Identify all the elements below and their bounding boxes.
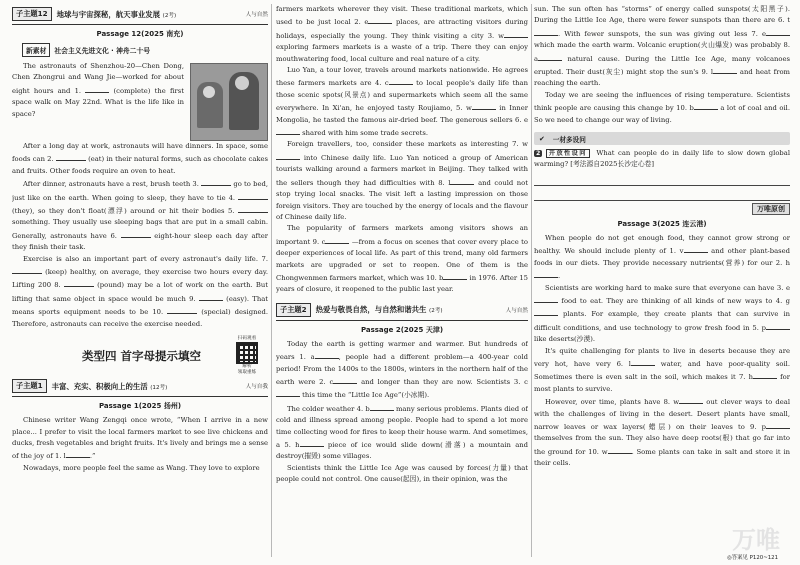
material-text: 社会主义先进文化 · 神舟二十号 (54, 47, 151, 55)
column-right (534, 0, 790, 565)
watermark: 万唯 (732, 526, 780, 554)
answer-blank[interactable] (713, 65, 737, 74)
answer-blank[interactable] (12, 265, 42, 274)
material-tag: 新素材 (22, 43, 50, 57)
answer-blank[interactable] (631, 357, 655, 366)
topic-header-12 (12, 4, 268, 25)
passage-title: Passage 12(2025 南充) (96, 30, 184, 38)
answer-line[interactable] (534, 186, 790, 201)
answer-blank[interactable] (389, 76, 413, 85)
answer-blank[interactable] (679, 395, 703, 404)
answer-blank[interactable] (167, 305, 197, 314)
answer-blank[interactable] (85, 84, 109, 93)
answer-blank[interactable] (694, 101, 718, 110)
paragraph: After dinner, astronauts have a rest, brush teeth 3. go to bed, just like on the earth. When going to sleep, they have to tie 4. (they), so they don't float(漂浮) around or hit their bodies 5. something. They usually use sleeping bags that are put in a small cabin. Generally, astronauts have 6. eight-hour sleep each day after they finish their task. (12, 177, 268, 253)
answer-blank[interactable] (64, 278, 94, 287)
answer-blank[interactable] (276, 151, 300, 160)
answer-blank[interactable] (450, 176, 474, 185)
paragraph: The popularity of farmers markets among visitors shows an important 9. c —from a focus on scenes that cover every place to deeper experiences of local life. As part of this trend, many old farmers markets are upgraded or set to reopen. One of them is the Chongwenmen farmers market, which was 10. b in 1976. After 15 years of closure, it reopened to the public last year. (276, 224, 528, 294)
paragraph: The colder weather 4. b many serious problems. Plants died of cold and illness spread among people. People had to spend a lot more time collecting wood for fires to keep their house warm. And sometimes, a 5. h piece of ice would slide down(滑落) a mountain and destroy(摧毁) some villages. (276, 402, 528, 463)
answer-blank[interactable] (534, 27, 558, 36)
qr-code-block[interactable]: 扫码观看 解析 领取重练 (237, 336, 257, 376)
answer-blank[interactable] (608, 445, 632, 454)
paragraph: Foreign travellers, too, consider these markets as interesting 7. w into Chinese daily life. Luo Yan noticed a group of American tourists walking around a farmers market in Beijing. They talked with the sellers though they had difficulties with 8. l and could not stop trying local snacks. The visit left a lasting impression on those foreign visitors. They are touched by the energy of locals and the flavour of Chinese daily life. (276, 140, 528, 221)
topic-header-2 (276, 300, 528, 321)
answer-blank[interactable] (472, 101, 496, 110)
passage-title: Passage 3(2025 连云港) (617, 219, 707, 228)
topic-tag: 子主题1 (12, 379, 47, 393)
astronaut-photo (190, 63, 268, 141)
question-type-tag: 开放性设问 (546, 149, 590, 158)
passage-title: Passage 2(2025 天津) (360, 325, 444, 334)
answer-reference: ◎答案见 P120~121 (727, 555, 778, 561)
paragraph: Luo Yan, a tour lover, travels around markets nationwide. He agrees these farmers markets are 4. c to local people's daily life than those scenic spots(风景点) and supermarkets which seem all the same everywhere. In Xi'an, he enjoyed tasty Roujiamo, 5. w in Inner Mongolia, he tasted the famous air-dried beef. The generous sellers 6. e shared with him some trade secrets. (276, 66, 528, 138)
paragraph: Chinese writer Wang Zengqi once wrote, “When I arrive in a new place... I prefer to visit the local farmers market to see live chickens and ducks, fresh vegetables and bright fruits. It's lively and brings me a sense of the joy of 1. l .” (12, 416, 268, 461)
topic-category: 人与自然 (245, 12, 268, 18)
answer-blank[interactable] (368, 15, 392, 24)
answer-blank[interactable] (538, 52, 562, 61)
answer-blank[interactable] (534, 269, 558, 278)
topic-title: 地球与宇宙探秘，航天事业发展 (2考) (56, 9, 177, 19)
column-divider (271, 4, 272, 557)
column-middle (276, 0, 528, 565)
paragraph: However, over time, plants have 8. w out clever ways to deal with the challenges of living in the desert. Desert plants have small, narrow leaves or wax layers(蜡层) on their leaves to 9. p themselves from the sun. They also have deep roots(根) that go far into the ground for 10. w . Some plants can take in salt and store it in their cells. (534, 395, 790, 469)
answer-blank[interactable] (766, 321, 790, 330)
answer-blank[interactable] (443, 271, 467, 280)
answer-blank[interactable] (276, 388, 300, 397)
paragraph: sun. The sun often has “storms” of energy called sunspots(太阳黑子). During the Little Ice Age, there were fewer sunspots than there are 6. t. With fewer sunspots, the sun was giving out less 7. e which made the earth warm. Volcanic eruption(火山爆发) was probably 8. a natural cause. During the Little Ice Age, many volcanoes erupted. Their dust(灰尘) might stop the sun's 9. l and heat from reaching the earth. (534, 5, 790, 88)
paragraph: Nowadays, more people feel the same as Wang. They love to explore (23, 463, 260, 472)
paragraph: After a long day at work, astronauts will have dinners. In space, some foods can 2. (eat) in their natural forms, such as chocolate cakes and fruits. Other foods require an oven to heat. (12, 142, 268, 175)
paragraph: farmers markets wherever they visit. These traditional markets, which used to be just local 2. e places, are attracting visitors during holidays, especially the young. They think visiting a city 3. w exploring farmers markets is a waste of a trip. There they can enjoy mouthwatering food, local culture and real nature of a city. (276, 5, 528, 63)
paragraph: When people do not get enough food, they cannot grow strong or healthy. We should include plenty of 1. v and other plant-based foods in our diets. They provide necessary nutrients(营养) for our 2. h. (534, 233, 790, 281)
topic-category: 人与自然 (505, 307, 528, 314)
answer-line[interactable] (534, 171, 790, 186)
answer-blank[interactable] (56, 152, 86, 161)
column-left (12, 0, 268, 565)
answer-blank[interactable] (201, 177, 231, 186)
passage-title: Passage 1(2025 扬州) (98, 402, 182, 411)
material-label (22, 43, 268, 57)
extension-label: 一材多设问 (552, 135, 586, 144)
paragraph: Scientists are working hard to make sure that everyone can have 3. e food to eat. They are thinking of all kinds of new ways to 4. g plants. For example, they create plants that can survive in difficult conditions, and use technology to grow fresh food in 5. p like deserts(沙漠). (534, 283, 790, 344)
answer-blank[interactable] (238, 191, 268, 200)
answer-blank[interactable] (534, 294, 558, 303)
answer-blank[interactable] (370, 402, 394, 411)
section-type-title: 类型四 首字母提示填空 (82, 349, 202, 364)
open-question: 2 开放性设问 What can people do in daily life to slow down global warming? [考法源自2025长沙定心卷] (534, 149, 790, 169)
answer-blank[interactable] (684, 244, 708, 253)
topic-tag: 子主题2 (276, 303, 311, 317)
paragraph: It's quite challenging for plants to live in deserts because they are very hot, have very 6. l water, and have poor-quality soil. Sometimes there is even salt in the soil, which makes it 7. h for most plants to survive. (534, 346, 790, 393)
topic-title: 丰富、充实、积极向上的生活 (12考) (51, 381, 168, 391)
answer-blank[interactable] (753, 370, 777, 379)
answer-blank[interactable] (121, 229, 151, 238)
answer-blank[interactable] (315, 350, 339, 359)
column-divider (531, 4, 532, 557)
answer-blank[interactable] (325, 235, 349, 244)
topic-tag: 子主题12 (12, 7, 52, 21)
answer-blank[interactable] (534, 307, 558, 316)
extension-bar (534, 132, 790, 145)
answer-blank[interactable] (766, 27, 790, 36)
answer-blank[interactable] (333, 375, 357, 384)
answer-blank[interactable] (238, 204, 268, 213)
paragraph: Scientists think the Little Ice Age was caused by forces(力量) that people could not control. One cause(起因), in their opinion, was the (276, 463, 528, 484)
paragraph: Today we are seeing the influences of rising temperature. Scientists think people are causing this change by 10. b a lot of coal and oil. So we need to change our way of living. (534, 90, 790, 124)
section-type-header (12, 336, 268, 376)
topic-category: 人与自我 (245, 384, 268, 391)
original-label: 万唯原创 (534, 203, 790, 215)
topic-header-1 (12, 376, 268, 397)
answer-blank[interactable] (766, 420, 790, 429)
paragraph: Today the earth is getting warmer and warmer. But hundreds of years 1. a , people had a different problem—a 400-year cold period! From the 1400s to the 1800s, winters in the northern half of the earth were 2. c and longer than they are now. Scientists 3. c this time the “Little Ice Age”(小冰期). (276, 339, 528, 400)
answer-blank[interactable] (504, 29, 528, 38)
check-icon: ✔ (539, 134, 545, 143)
answer-blank[interactable] (199, 292, 223, 301)
question-number-badge: 2 (536, 150, 541, 158)
paragraph: Exercise is also an important part of every astronaut's daily life. 7. (keep) healthy, on average, they exercise two hours every day. Lifting 200 8. (pound) may be a lot of work on the earth. But lifting that same object in space would be much 9. (easy). That means sports equipment needs to be 10. (special) designed. Therefore, astronauts can receive the exercise needed. (12, 254, 268, 328)
passage-intro-with-photo (12, 61, 268, 141)
topic-title: 热爱与敬畏自然，与自然和谐共生 (2考) (315, 305, 443, 315)
qr-code-icon[interactable] (236, 342, 258, 364)
answer-blank[interactable] (300, 438, 324, 447)
paragraph: The astronauts of Shenzhou-20—Chen Dong, Chen Zhongrui and Wang Jie—worked for about eight hours and 1. (complete) the first space walk on May 22nd. What is the life like in space? (12, 62, 184, 118)
answer-blank[interactable] (276, 126, 300, 135)
answer-blank[interactable] (66, 449, 90, 458)
